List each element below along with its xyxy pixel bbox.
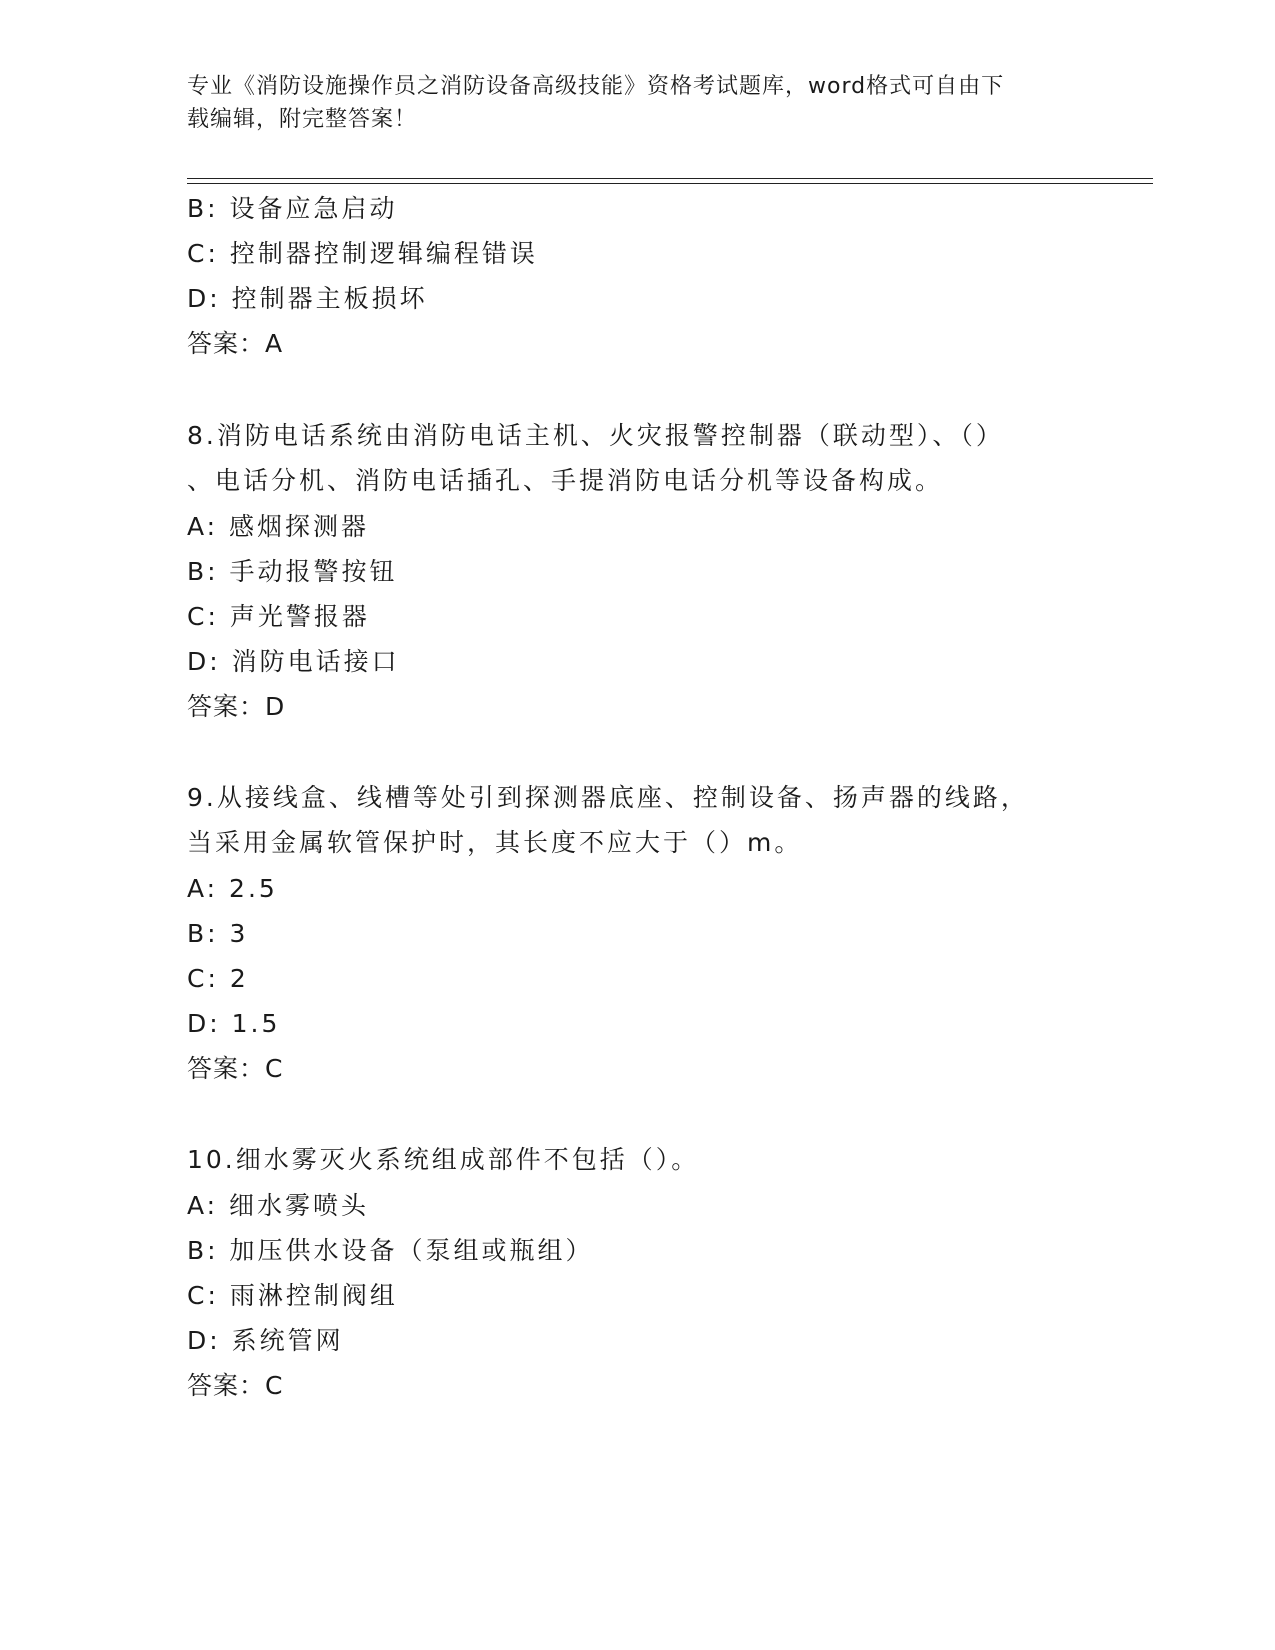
q7-option-b: B: 设备应急启动: [187, 194, 398, 223]
q8-stem-line-1: 8.消防电话系统由消防电话主机、火灾报警控制器（联动型）、（）: [187, 421, 1004, 450]
q10-option-a: A: 细水雾喷头: [187, 1191, 370, 1220]
q9-option-d: D: 1.5: [187, 1009, 281, 1038]
q9-option-b: B: 3: [187, 919, 249, 948]
q9-option-a: A: 2.5: [187, 874, 278, 903]
q10-stem-line-1: 10.细水雾灭火系统组成部件不包括（）。: [187, 1145, 700, 1174]
q9-stem-line-1: 9.从接线盒、线槽等处引到探测器底座、控制设备、扬声器的线路，: [187, 783, 1029, 812]
q7-option-c: C: 控制器控制逻辑编程错误: [187, 239, 538, 268]
header-line-2: 载编辑，附完整答案！: [187, 107, 418, 132]
q8-option-d: D: 消防电话接口: [187, 647, 400, 676]
q10-option-d: D: 系统管网: [187, 1326, 344, 1355]
q9-stem-line-2: 当采用金属软管保护时，其长度不应大于（）m。: [187, 828, 803, 857]
q10-option-b: B: 加压供水设备（泵组或瓶组）: [187, 1236, 594, 1265]
q7-answer: 答案：A: [187, 329, 284, 358]
q7-option-d: D: 控制器主板损坏: [187, 284, 428, 313]
q8-answer: 答案：D: [187, 692, 286, 721]
header-rule-top: [187, 178, 1153, 179]
q9-answer: 答案：C: [187, 1054, 284, 1083]
q9-option-c: C: 2: [187, 964, 249, 993]
q8-stem-line-2: 、电话分机、消防电话插孔、手提消防电话分机等设备构成。: [187, 466, 944, 495]
q8-option-b: B: 手动报警按钮: [187, 557, 398, 586]
q8-option-c: C: 声光警报器: [187, 602, 370, 631]
q8-option-a: A: 感烟探测器: [187, 512, 370, 541]
q10-option-c: C: 雨淋控制阀组: [187, 1281, 398, 1310]
document-header: [187, 70, 1067, 136]
q10-answer: 答案：C: [187, 1371, 284, 1400]
header-line-1: 专业《消防设施操作员之消防设备高级技能》资格考试题库，word格式可自由下: [187, 74, 1005, 99]
header-rule-bottom: [187, 183, 1153, 184]
